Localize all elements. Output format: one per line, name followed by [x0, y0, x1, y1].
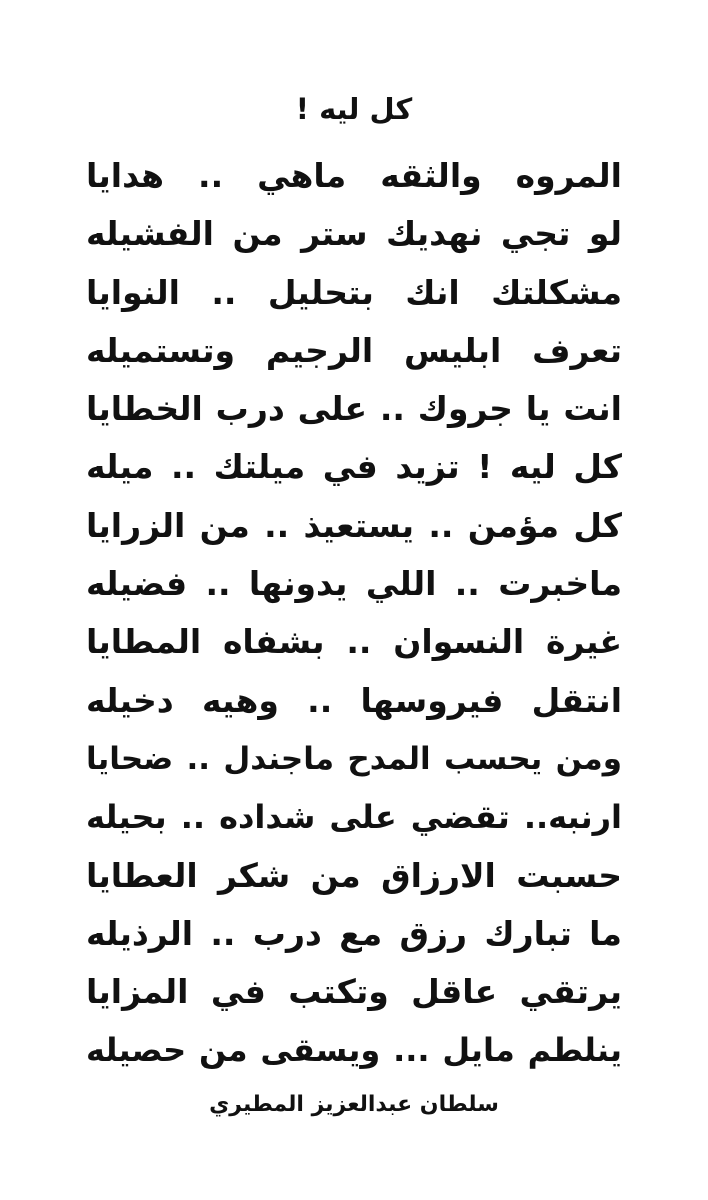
- poem-line: مشكلتك انك بتحليل .. النوايا: [86, 272, 622, 312]
- poem-line: غيرة النسوان .. بشفاه المطايا: [86, 622, 622, 662]
- poem-line: ما تبارك رزق مع درب .. الرذيله: [86, 913, 622, 953]
- poem-line: كل مؤمن .. يستعيذ .. من الزرايا: [86, 505, 622, 545]
- poem-body: [86, 147, 622, 1080]
- poem-line: انتقل فيروسها .. وهيه دخيله: [86, 680, 622, 720]
- poem-line: المروه والثقه ماهي .. هدايا: [86, 156, 622, 195]
- poem-line: لو تجي نهديك ستر من الفشيله: [86, 214, 622, 254]
- poem-line: ينلطم مايل ... ويسقى من حصيله: [86, 1031, 622, 1070]
- poem-line: انت يا جروك .. على درب الخطايا: [86, 389, 622, 429]
- poem-line: ومن يحسب المدح ماجندل .. ضحايا: [86, 740, 622, 777]
- poem-title: كل ليه !: [295, 92, 413, 126]
- poem-line: تعرف ابليس الرجيم وتستميله: [86, 330, 622, 370]
- poem-line: حسبت الارزاق من شكر العطايا: [86, 855, 622, 895]
- poem-line: يرتقي عاقل وتكتب في المزايا: [86, 972, 622, 1012]
- poet-signature: سلطان عبدالعزيز المطيري: [209, 1092, 499, 1117]
- poem-line: كل ليه ! تزيد في ميلتك .. ميله: [86, 447, 622, 487]
- poem-line: ماخبرت .. اللي يدونها .. فضيله: [86, 564, 622, 604]
- poem-line: ارنبه.. تقضي على شداده .. بحيله: [86, 798, 622, 837]
